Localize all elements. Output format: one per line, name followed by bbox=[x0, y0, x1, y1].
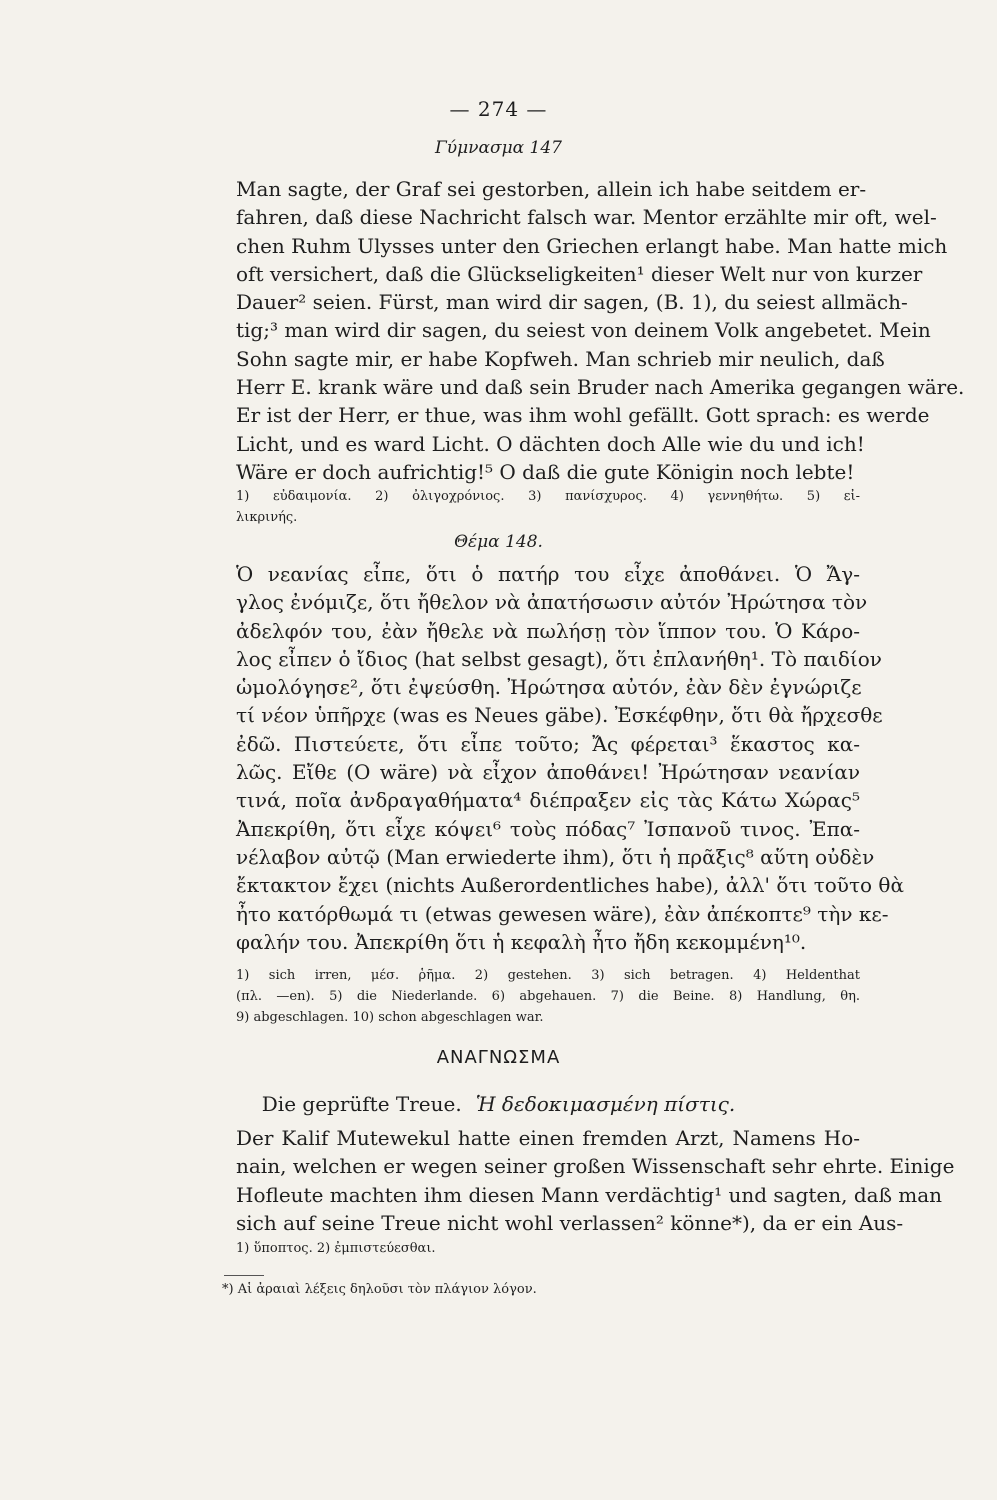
text-line: Licht, und es ward Licht. O dächten doch Alle wie du und ich! bbox=[236, 431, 865, 456]
footnote-line: 9) abgeschlagen. 10) schon abgeschlagen war. bbox=[236, 1010, 544, 1025]
exercise-147-heading: Γύμνασμα 147 bbox=[435, 138, 562, 158]
text-line: fahren, daß diese Nachricht falsch war. Mentor erzählte mir oft, wel- bbox=[236, 205, 937, 230]
text-line: Man sagte, der Graf sei gestorben, allein ich habe seitdem er- bbox=[236, 177, 867, 201]
theme-148-text bbox=[236, 560, 904, 956]
text-line: Wäre er doch aufrichtig!⁵ O daß die gute Königin noch lebte! bbox=[236, 459, 855, 484]
reading-title bbox=[0, 1092, 997, 1116]
reading-label: ΑΝΑΓΝΩΣΜΑ bbox=[436, 1047, 561, 1068]
text-line: τί νέον ὑπῆρχε (was es Neues gäbe). Ἐσκέφθην, ὅτι θὰ ἤρχεσθε bbox=[236, 703, 883, 728]
page-number: — 274 — bbox=[449, 97, 548, 121]
text-line: νέλαβον αὐτῷ (Man erwiederte ihm), ὅτι ἡ πρᾶξις⁸ αὕτη οὐδὲν bbox=[236, 844, 875, 869]
text-line: ἦτο κατόρθωμά τι (etwas gewesen wäre), ἐὰν ἀπέκοπτε⁹ τὴν κε- bbox=[236, 901, 889, 926]
footnote-line: 1) εὐδαιμονία. 2) ὀλιγοχρόνιος. 3) πανίσχυρος. 4) γεννηθήτω. 5) εἰ- bbox=[236, 489, 860, 504]
text-line: φαλήν του. Ἀπεκρίθη ὅτι ἡ κεφαλὴ ἦτο ἤδη κεκομμένη¹⁰. bbox=[236, 929, 807, 954]
text-line: sich auf seine Treue nicht wohl verlassen² könne*), da er ein Aus- bbox=[236, 1210, 904, 1235]
footnote-line: 1) ὕποπτος. 2) ἐμπιστεύεσθαι. bbox=[236, 1241, 436, 1256]
text-line: λος εἶπεν ὁ ἴδιος (hat selbst gesagt), ὅτι ἐπλανήθη¹. Τὸ παιδίον bbox=[236, 646, 882, 671]
text-line: ἐδῶ. Πιστεύετε, ὅτι εἶπε τοῦτο; Ἄς φέρεται³ ἕκαστος κα- bbox=[236, 731, 860, 756]
text-line: Hofleute machten ihm diesen Mann verdächtig¹ und sagten, daß man bbox=[236, 1182, 943, 1207]
text-line: tig;³ man wird dir sagen, du seiest von deinem Volk angebetet. Mein bbox=[236, 318, 931, 343]
text-line: oft versichert, daß die Glückseligkeiten¹ dieser Welt nur von kurzer bbox=[236, 261, 923, 286]
text-line: ἀδελφόν του, ἐὰν ἤθελε νὰ πωλήσῃ τὸν ἵππον του. Ὁ Κάρο- bbox=[236, 618, 860, 643]
text-line: Ὁ νεανίας εἶπε, ὅτι ὁ πατήρ του εἶχε ἀποθάνει. Ὁ Ἄγ- bbox=[236, 562, 860, 586]
reading-title-greek: Ἡ δεδοκιμασμένη πίστις. bbox=[475, 1092, 736, 1116]
reading-title-german: Die geprüfte Treue. bbox=[261, 1092, 462, 1116]
text-line: λῶς. Εἴθε (O wäre) νὰ εἶχον ἀποθάνει! Ἠρώτησαν νεανίαν bbox=[236, 760, 860, 785]
text-line: τινά, ποῖα ἀνδραγαθήματα⁴ διέπραξεν εἰς τὰς Κάτω Χώρας⁵ bbox=[236, 788, 860, 813]
text-line: nain, welchen er wegen seiner großen Wissenschaft sehr ehrte. Einige bbox=[236, 1154, 955, 1179]
text-line: Er ist der Herr, er thue, was ihm wohl gefällt. Gott sprach: es werde bbox=[236, 403, 930, 428]
exercise-147-footnotes bbox=[236, 486, 860, 528]
theme-148-footnotes bbox=[236, 965, 860, 1028]
star-footnote: *) Αἱ ἀραιαὶ λέξεις δηλοῦσι τὸν πλάγιον λόγον. bbox=[222, 1282, 537, 1297]
text-line: Dauer² seien. Fürst, man wird dir sagen, (B. 1), du seiest allmäch- bbox=[236, 290, 908, 315]
text-line: chen Ruhm Ulysses unter den Griechen erlangt habe. Man hatte mich bbox=[236, 233, 948, 258]
reading-footnotes bbox=[236, 1238, 860, 1259]
reading-text bbox=[236, 1124, 955, 1237]
text-line: Sohn sagte mir, er habe Kopfweh. Man schrieb mir neulich, daß bbox=[236, 346, 885, 371]
text-line: Der Kalif Mutewekul hatte einen fremden Arzt, Namens Ho- bbox=[236, 1126, 860, 1150]
exercise-147-text bbox=[236, 175, 965, 486]
text-line: ἔκτακτον ἔχει (nichts Außerordentliches habe), ἀλλ' ὅτι τοῦτο θὰ bbox=[236, 873, 904, 898]
footnote-line: 1) sich irren, μέσ. ῥῆμα. 2) gestehen. 3) sich betragen. 4) Heldenthat bbox=[236, 968, 860, 983]
footnote-line: (πλ. —en). 5) die Niederlande. 6) abgehauen. 7) die Beine. 8) Handlung, θη. bbox=[236, 989, 860, 1004]
footnote-rule bbox=[224, 1275, 264, 1276]
theme-148-heading: Θέμα 148. bbox=[454, 532, 543, 552]
footnote-line: λικρινής. bbox=[236, 510, 298, 525]
text-line: Ἀπεκρίθη, ὅτι εἶχε κόψει⁶ τοὺς πόδας⁷ Ἰσπανοῦ τινος. Ἐπα- bbox=[236, 816, 860, 841]
text-line: γλος ἐνόμιζε, ὅτι ἤθελον νὰ ἀπατήσωσιν αὐτόν Ἠρώτησα τὸν bbox=[236, 590, 868, 615]
text-line: ὡμολόγησε², ὅτι ἐψεύσθη. Ἠρώτησα αὐτόν, ἐὰν δὲν ἐγνώριζε bbox=[236, 675, 862, 700]
text-line: Herr E. krank wäre und daß sein Bruder nach Amerika gegangen wäre. bbox=[236, 375, 965, 400]
